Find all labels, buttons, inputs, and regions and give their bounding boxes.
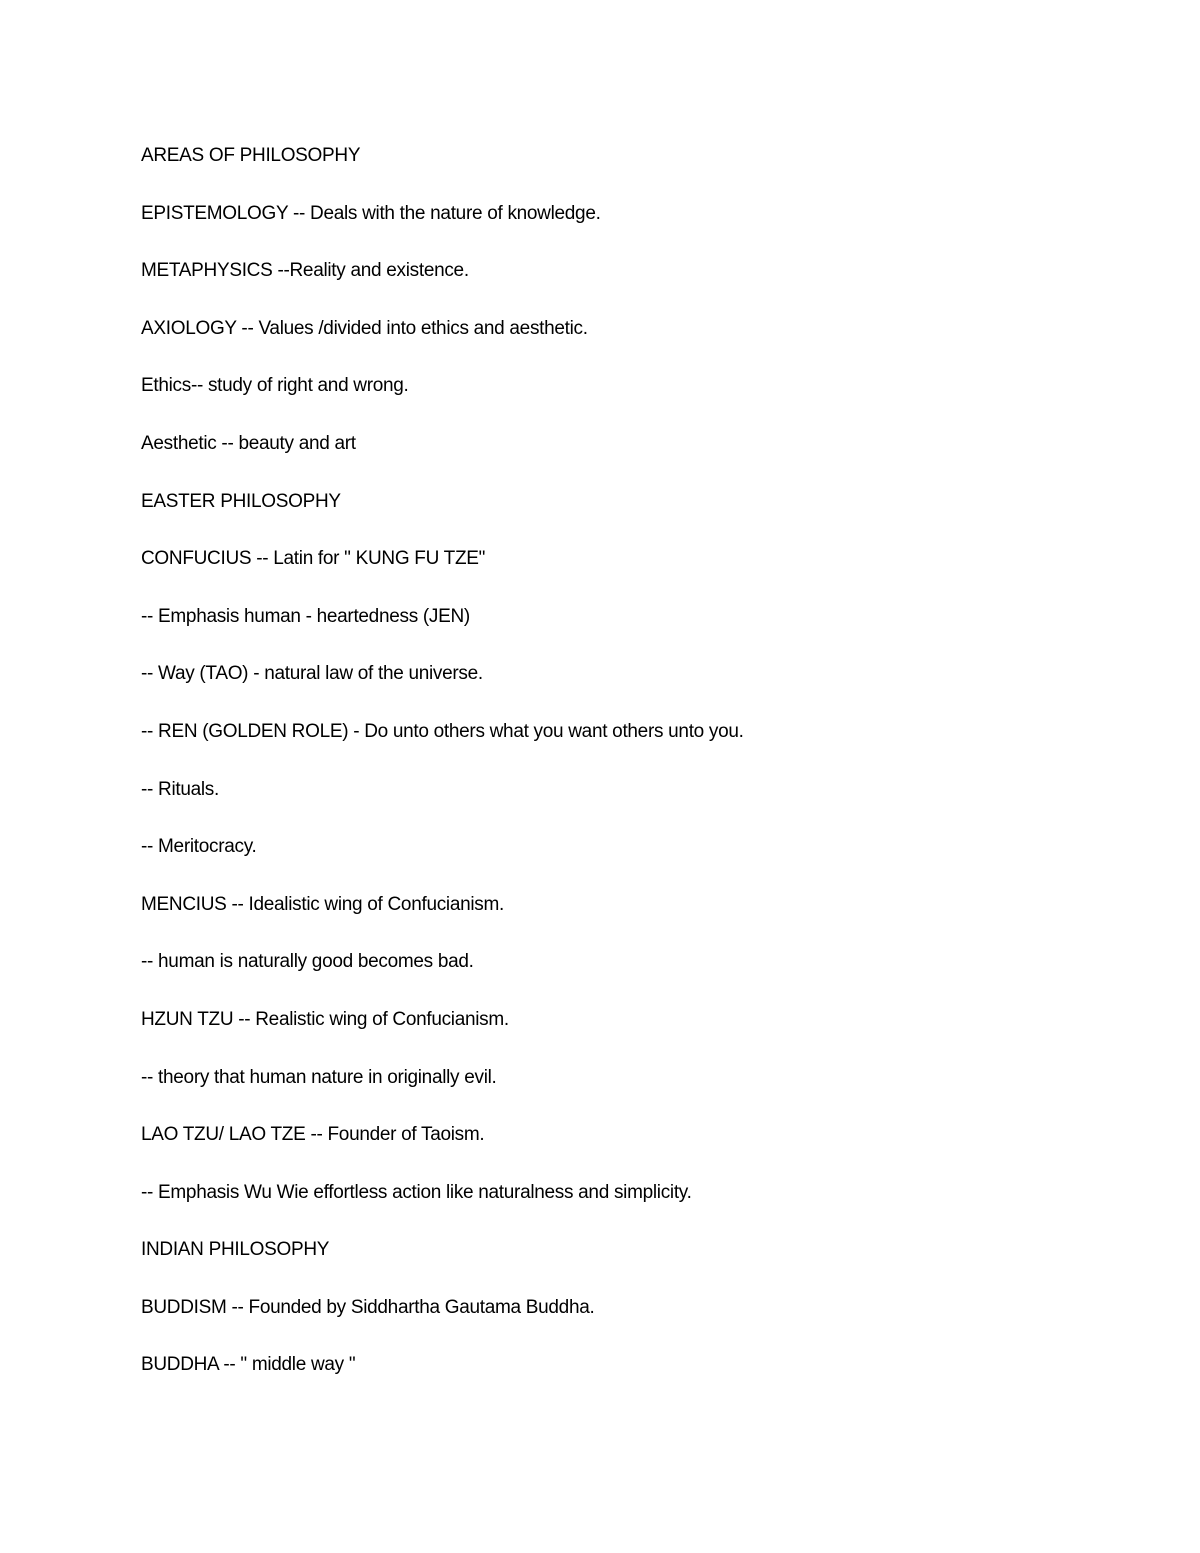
line-confucius-tao: -- Way (TAO) - natural law of the universe. xyxy=(141,663,483,685)
line-metaphysics: METAPHYSICS --Reality and existence. xyxy=(141,260,469,282)
line-axiology: AXIOLOGY -- Values /divided into ethics and aesthetic. xyxy=(141,317,588,339)
line-lao-tzu-detail: -- Emphasis Wu Wie effortless action like naturalness and simplicity. xyxy=(141,1181,692,1203)
line-mencius-detail: -- human is naturally good becomes bad. xyxy=(141,951,474,973)
line-buddism: BUDDISM -- Founded by Siddhartha Gautama Buddha. xyxy=(141,1296,595,1318)
line-confucius-ren: -- REN (GOLDEN ROLE) - Do unto others what you want others unto you. xyxy=(141,720,744,742)
line-aesthetic: Aesthetic -- beauty and art xyxy=(141,432,356,454)
line-confucius-meritocracy: -- Meritocracy. xyxy=(141,836,257,858)
line-mencius: MENCIUS -- Idealistic wing of Confucianism. xyxy=(141,893,504,915)
document-body xyxy=(141,142,1101,1409)
line-lao-tzu: LAO TZU/ LAO TZE -- Founder of Taoism. xyxy=(141,1124,485,1146)
line-epistemology: EPISTEMOLOGY -- Deals with the nature of knowledge. xyxy=(141,202,601,224)
heading-easter-philosophy: EASTER PHILOSOPHY xyxy=(141,490,341,512)
line-confucius: CONFUCIUS -- Latin for " KUNG FU TZE" xyxy=(141,548,486,570)
line-hzun-tzu: HZUN TZU -- Realistic wing of Confucianism. xyxy=(141,1008,509,1030)
line-ethics: Ethics-- study of right and wrong. xyxy=(141,375,409,397)
line-buddha: BUDDHA -- " middle way " xyxy=(141,1354,356,1376)
line-confucius-jen: -- Emphasis human - heartedness (JEN) xyxy=(141,605,470,627)
line-confucius-rituals: -- Rituals. xyxy=(141,778,219,800)
heading-areas-of-philosophy: AREAS OF PHILOSOPHY xyxy=(141,145,361,166)
heading-indian-philosophy: INDIAN PHILOSOPHY xyxy=(141,1239,330,1261)
line-hzun-tzu-detail: -- theory that human nature in originally evil. xyxy=(141,1066,497,1088)
